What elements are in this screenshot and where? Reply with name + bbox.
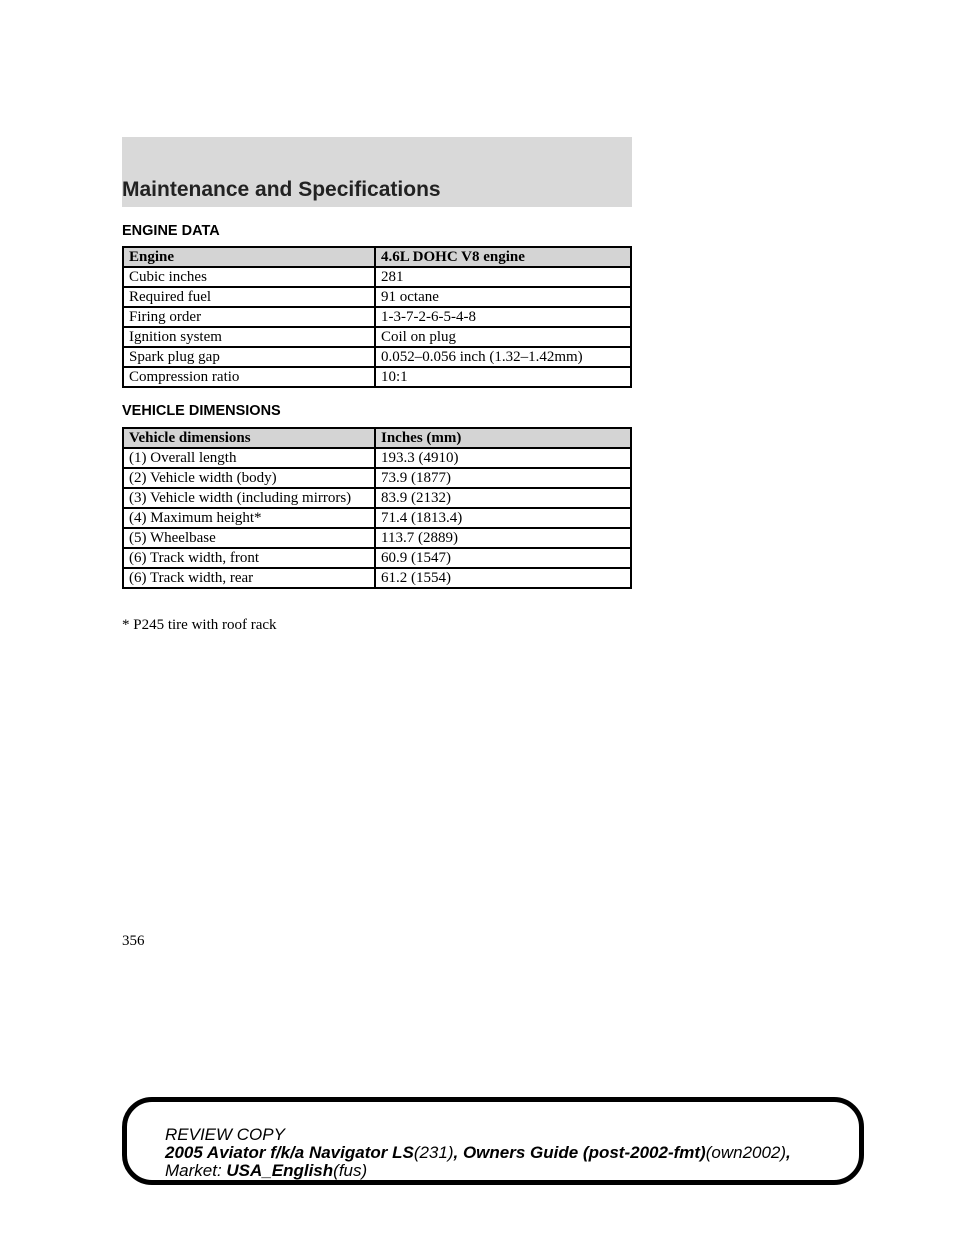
- review-copy-market-line: [165, 1162, 865, 1180]
- table-header-row: [123, 428, 631, 448]
- table-cell: 71.4 (1813.4): [375, 508, 631, 528]
- table-cell: Coil on plug: [375, 327, 631, 347]
- table-row: [123, 307, 631, 327]
- market-label: Market:: [165, 1161, 227, 1180]
- table-cell: (4) Maximum height*: [123, 508, 375, 528]
- engine-data-heading: ENGINE DATA: [122, 223, 220, 239]
- table-row: [123, 468, 631, 488]
- table-cell: 91 octane: [375, 287, 631, 307]
- market-name: USA_English: [226, 1161, 334, 1180]
- table-header-row: [123, 247, 631, 267]
- table-cell: (3) Vehicle width (including mirrors): [123, 488, 375, 508]
- table-cell: (6) Track width, rear: [123, 568, 375, 588]
- table-row: [123, 448, 631, 468]
- separator: ,: [786, 1143, 791, 1162]
- table-row: [123, 548, 631, 568]
- table-cell: 61.2 (1554): [375, 568, 631, 588]
- table-row: [123, 327, 631, 347]
- table-row: [123, 488, 631, 508]
- table-cell: 193.3 (4910): [375, 448, 631, 468]
- column-header: Engine: [123, 247, 375, 267]
- column-header: 4.6L DOHC V8 engine: [375, 247, 631, 267]
- table-cell: (1) Overall length: [123, 448, 375, 468]
- separator: ,: [453, 1143, 463, 1162]
- guide-code: (own2002): [705, 1143, 787, 1162]
- table-row: [123, 287, 631, 307]
- table-cell: Ignition system: [123, 327, 375, 347]
- table-cell: Required fuel: [123, 287, 375, 307]
- table-row: [123, 347, 631, 367]
- table-row: [123, 528, 631, 548]
- table-cell: 281: [375, 267, 631, 287]
- table-cell: 0.052–0.056 inch (1.32–1.42mm): [375, 347, 631, 367]
- table-cell: 73.9 (1877): [375, 468, 631, 488]
- page-number: 356: [122, 933, 145, 949]
- table-row: [123, 568, 631, 588]
- page-title: Maintenance and Specifications: [122, 178, 441, 201]
- table-row: [123, 267, 631, 287]
- market-code: (fus): [333, 1161, 368, 1180]
- table-cell: 113.7 (2889): [375, 528, 631, 548]
- footnote: * P245 tire with roof rack: [122, 617, 277, 633]
- guide-name: Owners Guide (post-2002-fmt): [462, 1143, 706, 1162]
- table-cell: Cubic inches: [123, 267, 375, 287]
- table-cell: 1-3-7-2-6-5-4-8: [375, 307, 631, 327]
- table-cell: (6) Track width, front: [123, 548, 375, 568]
- table-row: [123, 367, 631, 387]
- table-cell: Spark plug gap: [123, 347, 375, 367]
- table-cell: (2) Vehicle width (body): [123, 468, 375, 488]
- table-cell: Firing order: [123, 307, 375, 327]
- engine-data-table: [122, 246, 632, 388]
- column-header: Inches (mm): [375, 428, 631, 448]
- model-code: (231): [413, 1143, 454, 1162]
- model-name: 2005 Aviator f/k/a Navigator LS: [165, 1143, 414, 1162]
- review-copy-label: REVIEW COPY: [165, 1125, 285, 1144]
- table-cell: 83.9 (2132): [375, 488, 631, 508]
- table-row: [123, 508, 631, 528]
- table-cell: 60.9 (1547): [375, 548, 631, 568]
- vehicle-dimensions-table: [122, 427, 632, 589]
- review-copy-model-line: [165, 1144, 865, 1162]
- column-header: Vehicle dimensions: [123, 428, 375, 448]
- table-cell: 10:1: [375, 367, 631, 387]
- vehicle-dimensions-heading: VEHICLE DIMENSIONS: [122, 403, 281, 419]
- review-copy-text: [165, 1126, 865, 1180]
- table-cell: Compression ratio: [123, 367, 375, 387]
- table-cell: (5) Wheelbase: [123, 528, 375, 548]
